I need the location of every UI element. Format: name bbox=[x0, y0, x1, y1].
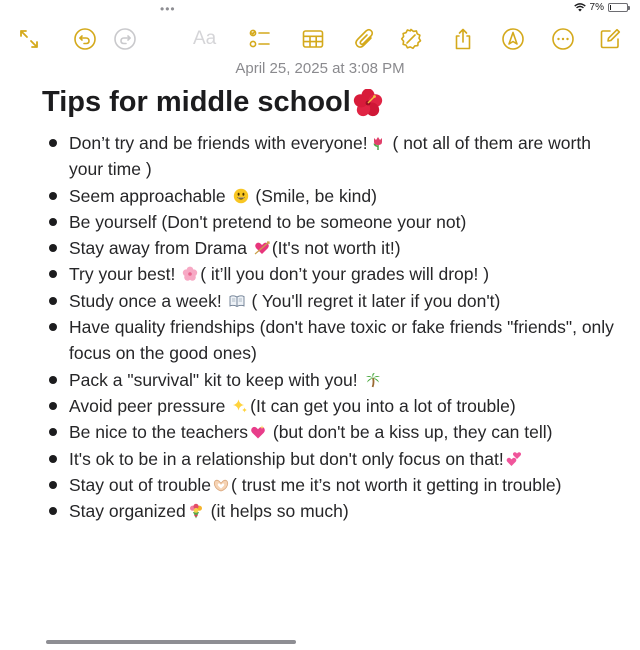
note-date: April 25, 2025 at 3:08 PM bbox=[235, 60, 405, 77]
table-icon[interactable] bbox=[300, 26, 326, 52]
tip-text: Stay out of trouble bbox=[69, 474, 212, 495]
tip-text: Stay away from Drama bbox=[69, 238, 252, 259]
notes-toolbar bbox=[0, 22, 640, 56]
collapse-icon[interactable] bbox=[16, 26, 42, 52]
list-item[interactable] bbox=[46, 288, 616, 314]
tip-text-continued: ( trust me it’s not worth it getting in trouble) bbox=[231, 474, 562, 495]
compose-icon[interactable] bbox=[597, 26, 623, 52]
list-item[interactable] bbox=[46, 235, 616, 261]
list-item[interactable] bbox=[46, 472, 616, 498]
tip-text: Avoid peer pressure bbox=[69, 395, 231, 416]
attachment-icon[interactable] bbox=[352, 26, 378, 52]
palm-tree-icon bbox=[365, 369, 381, 385]
bullet-icon bbox=[49, 481, 57, 489]
navigate-icon[interactable] bbox=[500, 26, 526, 52]
heart-arrow-icon bbox=[254, 237, 270, 253]
list-item[interactable] bbox=[46, 498, 616, 524]
book-icon bbox=[229, 290, 245, 306]
bullet-icon bbox=[49, 244, 57, 252]
heart-hands-icon bbox=[213, 474, 229, 490]
tip-text-continued: ( not all of them are worth your time ) bbox=[69, 133, 591, 180]
tip-text-continued: (but don't be a kiss up, they can tell) bbox=[268, 422, 553, 443]
more-icon[interactable] bbox=[550, 26, 576, 52]
list-item[interactable] bbox=[46, 314, 616, 367]
share-icon[interactable] bbox=[450, 26, 476, 52]
tip-text-continued: (it helps so much) bbox=[205, 501, 349, 522]
bullet-icon bbox=[49, 139, 57, 147]
list-item[interactable] bbox=[46, 367, 616, 393]
battery-level bbox=[610, 5, 611, 10]
tip-text-continued: (It can get you into a lot of trouble) bbox=[250, 395, 516, 416]
bullet-icon bbox=[49, 192, 57, 200]
tip-text: Be yourself (Don't pretend to be someone your not) bbox=[69, 211, 467, 232]
redo-icon[interactable] bbox=[112, 26, 138, 52]
list-item[interactable] bbox=[46, 130, 616, 183]
bullet-icon bbox=[49, 402, 57, 410]
status-right bbox=[574, 2, 628, 13]
bullet-icon bbox=[49, 323, 57, 331]
tip-text-continued: (Smile, be kind) bbox=[250, 185, 377, 206]
undo-icon[interactable] bbox=[72, 26, 98, 52]
list-item[interactable] bbox=[46, 261, 616, 287]
two-hearts-icon bbox=[506, 448, 522, 464]
cherry-blossom-icon bbox=[182, 263, 198, 279]
note-title-text: Tips for middle school bbox=[42, 86, 351, 118]
list-item[interactable] bbox=[46, 446, 616, 472]
tip-text: Seem approachable bbox=[69, 185, 231, 206]
format-text-icon[interactable]: Aa bbox=[193, 28, 217, 49]
markup-icon[interactable] bbox=[398, 26, 424, 52]
tips-list[interactable] bbox=[46, 130, 616, 524]
bullet-icon bbox=[49, 376, 57, 384]
bullet-icon bbox=[49, 297, 57, 305]
note-title[interactable] bbox=[42, 86, 383, 119]
smiley-icon bbox=[233, 185, 249, 201]
bouquet-icon bbox=[188, 500, 204, 516]
wifi-icon bbox=[574, 3, 586, 12]
tip-text: Pack a "survival" kit to keep with you! bbox=[69, 369, 363, 390]
tip-text-continued: (It's not worth it!) bbox=[271, 238, 401, 259]
list-item[interactable] bbox=[46, 393, 616, 419]
hibiscus-icon bbox=[353, 89, 383, 117]
tip-text-continued: ( it’ll you don’t your grades will drop! ) bbox=[200, 264, 490, 285]
status-bar bbox=[0, 0, 640, 18]
list-item[interactable] bbox=[46, 209, 616, 235]
tip-text: Don’t try and be friends with everyone! bbox=[69, 133, 368, 153]
sparkles-icon bbox=[232, 395, 248, 411]
bullet-icon bbox=[49, 507, 57, 515]
tip-text: Study once a week! bbox=[69, 290, 227, 311]
tip-text-continued: ( You'll regret it later if you don't) bbox=[246, 290, 501, 311]
battery-percent: 7% bbox=[589, 2, 604, 13]
bullet-icon bbox=[49, 270, 57, 278]
list-item[interactable] bbox=[46, 419, 616, 445]
bullet-icon bbox=[49, 455, 57, 463]
tip-text: It's ok to be in a relationship but don't only focus on that! bbox=[69, 448, 504, 469]
checklist-icon[interactable] bbox=[247, 26, 273, 52]
tip-text: Be nice to the teachers bbox=[69, 422, 248, 443]
bullet-icon bbox=[49, 218, 57, 226]
sparkling-heart-icon bbox=[250, 421, 266, 437]
list-item[interactable] bbox=[46, 183, 616, 209]
bullet-icon bbox=[49, 428, 57, 436]
tip-text: Try your best! bbox=[69, 264, 181, 285]
tip-text: Have quality friendships (don't have toxic or fake friends "friends", only focus on the good ones) bbox=[69, 317, 614, 364]
home-indicator[interactable] bbox=[46, 640, 296, 644]
battery-icon bbox=[608, 3, 628, 12]
tip-text: Stay organized bbox=[69, 501, 186, 522]
tulip-icon bbox=[370, 132, 386, 148]
multitasking-dots[interactable]: ••• bbox=[160, 2, 176, 16]
